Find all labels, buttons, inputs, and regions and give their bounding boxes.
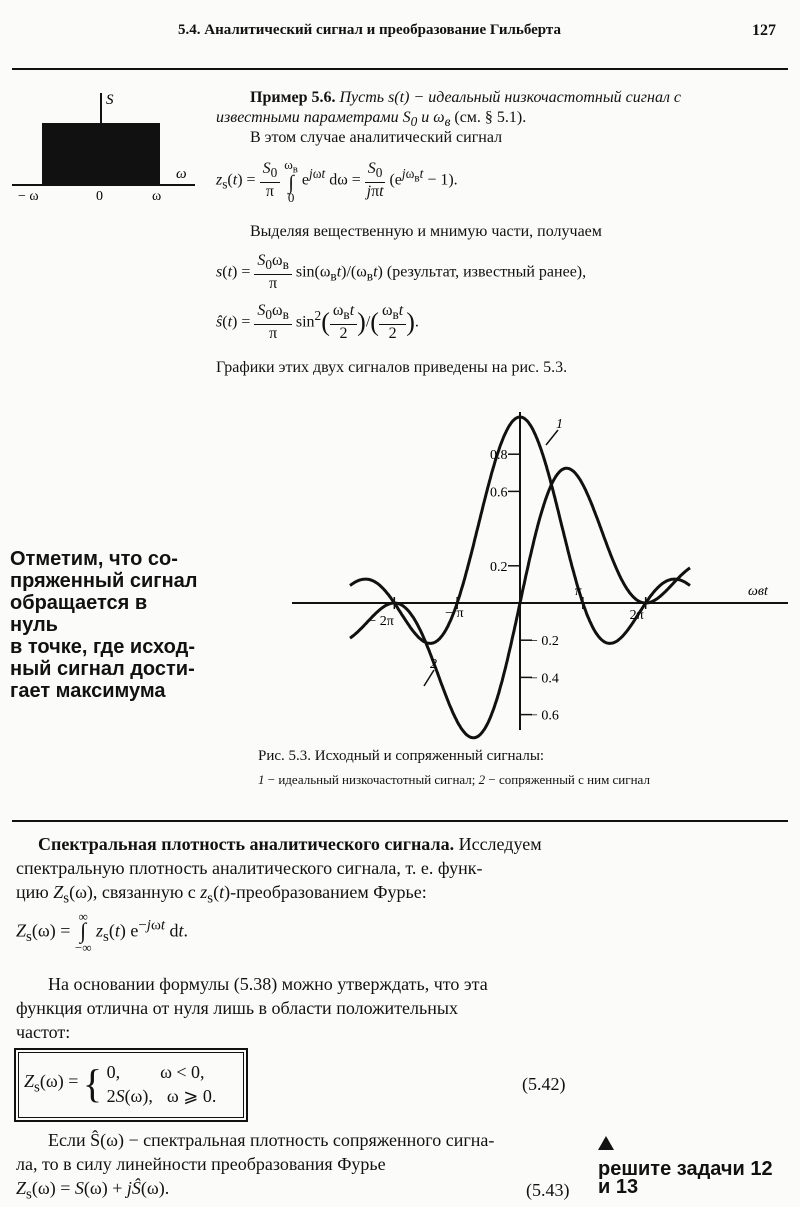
- example-line-1: [250, 88, 681, 108]
- x-tick-label: π: [574, 584, 582, 599]
- series-1-label: 1: [556, 417, 563, 432]
- exercise-hint-line: и 13: [598, 1176, 639, 1198]
- exercise-hint-line: решите задачи 12: [598, 1158, 773, 1180]
- spectrum-s-label: S: [106, 92, 114, 108]
- example-line-2: известными параметрами $S_0$ и $\omega_в$ (см. § 5.1).: [216, 109, 527, 130]
- formula-s-hat: ŝ(t) = $\frac{S_0\omega_в}{\pi}$ $\sin^2$( $\frac{\omega_вt}{2}$ )/( $\frac{\omega_вt}{2}$ ).: [216, 302, 419, 343]
- series-1-leader: [546, 430, 558, 445]
- x-tick-label: − π: [445, 606, 464, 621]
- exercise-hint: [598, 1158, 773, 1198]
- para2-line-3: частот:: [16, 1022, 71, 1042]
- example-text-1: Пусть s(t) − идеальный низкочастотный сигнал с: [339, 89, 682, 106]
- y-tick-label: − 0.6: [530, 708, 559, 724]
- figure-caption-desc: 1 − идеальный низкочастотный сигнал; 2 − сопряженный с ним сигнал: [258, 772, 650, 787]
- eq-number-5-42: (5.42): [522, 1074, 566, 1094]
- spectrum-figure: [10, 88, 200, 208]
- section-line-3: цию $Z_s(\omega)$, связанную с $z_s(t)$-преобразованием Фурье:: [16, 882, 427, 907]
- formula-Zs: $Z_s(\omega)$ = ∞ ∫ −∞ $z_s(t)$ $e^{-j\omega t}$ dt.: [16, 909, 189, 955]
- series-2-leader: [424, 670, 434, 686]
- y-tick-label: 0.2: [490, 559, 508, 575]
- known-result: (результат, известный ранее),: [386, 263, 587, 281]
- series-2-label: 2: [430, 657, 437, 672]
- figure-5-3-chart: [290, 400, 790, 740]
- page-number: 127: [752, 22, 776, 39]
- sidenote-line: пряженный сигнал: [10, 570, 198, 592]
- example-graphs: Графики этих двух сигналов приведены на рис. 5.3.: [216, 359, 568, 376]
- sidenote: [10, 548, 200, 702]
- sidenote-line: Отметим, что со-: [10, 548, 178, 570]
- spectrum-tick-pos: ω: [152, 189, 162, 204]
- sidenote-line: ный сигнал дости-: [10, 658, 195, 680]
- example-after: Выделяя вещественную и мнимую части, получаем: [250, 223, 602, 240]
- x-tick-label: 2π: [629, 608, 644, 623]
- section-line-1: Спектральная плотность аналитического сигнала. Исследуем: [38, 834, 542, 854]
- x-tick-label: − 2π: [368, 614, 394, 629]
- y-tick-label: 0.8: [490, 448, 508, 464]
- formula-5-43: $Z_s(\omega) = S(\omega)$ + jŜ(ω).: [16, 1178, 170, 1203]
- spectrum-tick-zero: 0: [96, 189, 103, 204]
- example-label: Пример 5.6.: [250, 89, 336, 106]
- y-tick-label: − 0.2: [530, 634, 559, 650]
- sidenote-line: обращается в нуль: [10, 592, 148, 636]
- formula-5-42-box: $Z_s(\omega)$ = { 0, ω < 0, 2S(ω), ω ⩾ 0.: [14, 1048, 248, 1122]
- para3-line-2: ла, то в силу линейности преобразования Фурье: [16, 1154, 386, 1174]
- x-axis-label: ωвt: [748, 584, 768, 599]
- eq-number-5-43: (5.43): [526, 1180, 570, 1200]
- triangle-marker-icon: [598, 1136, 614, 1150]
- spectrum-tick-neg: − ω: [18, 189, 39, 204]
- para2-line-2: функция отлична от нуля лишь в области положительных: [16, 998, 458, 1018]
- section-heading: Спектральная плотность аналитического сигнала.: [38, 834, 455, 854]
- sidenote-line: гает максимума: [10, 680, 166, 702]
- figure-caption-title: Рис. 5.3. Исходный и сопряженный сигналы:: [258, 748, 545, 764]
- header-rule: [12, 68, 788, 70]
- formula-s: s(t) = $\frac{S_0\omega_в}{\pi}$ $\sin(\omega_вt)/(\omega_вt)$ (результат, известный ранее),: [216, 252, 587, 293]
- running-header: 5.4. Аналитический сигнал и преобразование Гильберта: [178, 22, 561, 38]
- spectrum-w-label: ω: [176, 166, 187, 182]
- section-line-2: спектральную плотность аналитического сигнала, т. е. функ-: [16, 858, 483, 878]
- formula-zs: $z_s(t)$ = $\frac{S_0}{\pi}$ $\omega_в$ ∫ 0 $e^{j\omega t}$ dω = $\frac{S_0}{\text{jπt}}$ $(e^{j\omega_вt} - 1)$.: [216, 157, 458, 205]
- section-rule: [12, 820, 788, 822]
- y-tick-label: 0.6: [490, 485, 508, 501]
- example-line-3: В этом случае аналитический сигнал: [250, 129, 503, 146]
- para2-line-1: На основании формулы (5.38) можно утверждать, что эта: [48, 974, 488, 994]
- sidenote-line: в точке, где исход-: [10, 636, 195, 658]
- para3-line-1: Если Ŝ(ω) − спектральная плотность сопряженного сигна-: [48, 1130, 495, 1150]
- y-tick-label: − 0.4: [530, 671, 559, 687]
